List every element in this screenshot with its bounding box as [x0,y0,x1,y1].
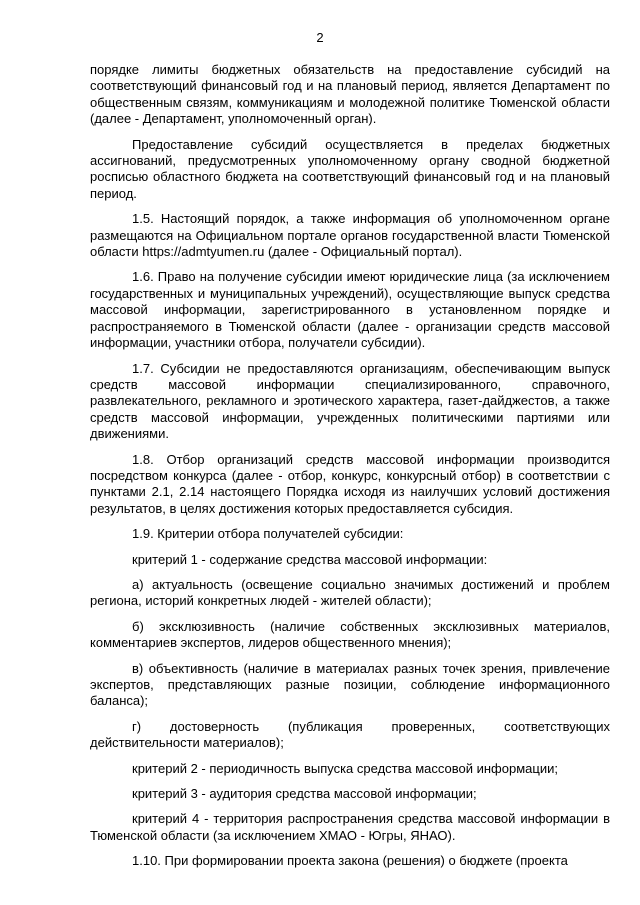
paragraph: критерий 4 - территория распространения средства массовой информации в Тюменской области (за исключением ХМАО - Югры, ЯНАО). [90,811,610,843]
paragraph: 1.8. Отбор организаций средств массовой информации производится посредством конкурса (далее - отбор, конкурс, конкурсный отбор) в соответствии с пунктами 2.1, 2.14 настоящего Порядка исходя из наилучших условий достижения результатов, в целях достижения которых предоставляется субсидия. [90,451,610,516]
document-body [90,62,610,870]
paragraph: порядке лимиты бюджетных обязательств на предоставление субсидий на соответствующий финансовый год и на плановый период, является Департамент по общественным связям, коммуникациям и молодежной политике Тюменской области (далее - Департамент, уполномоченный орган). [90,62,610,127]
paragraph: критерий 1 - содержание средства массовой информации: [132,551,488,567]
paragraph: 1.10. При формировании проекта закона (решения) о бюджете (проекта [132,853,568,869]
paragraph: критерий 2 - периодичность выпуска средства массовой информации; [132,760,558,776]
paragraph: 1.7. Субсидии не предоставляются организациям, обеспечивающим выпуск средств массовой информации специализированного, справочного, развлекательного, рекламного и эротического характера, газет-дайджестов, а также средств массовой информации, учрежденных политическими партиями или движениями. [90,360,610,442]
paragraph: Предоставление субсидий осуществляется в пределах бюджетных ассигнований, предусмотренных уполномоченному органу сводной бюджетной росписью областного бюджета на соответствующий финансовый год и на плановый период. [90,136,610,201]
paragraph: а) актуальность (освещение социально значимых достижений и проблем региона, историй конкретных людей - жителей области); [90,576,610,609]
paragraph: в) объективность (наличие в материалах разных точек зрения, привлечение экспертов, представляющих разные позиции, соблюдение информационного баланса); [90,660,610,709]
paragraph: критерий 3 - аудитория средства массовой информации; [132,786,477,802]
paragraph: 1.9. Критерии отбора получателей субсидии: [132,526,404,542]
paragraph: г) достоверность (публикация проверенных, соответствующих действительности материалов); [90,718,610,751]
paragraph: б) эксклюзивность (наличие собственных эксклюзивных материалов, комментариев экспертов, лидеров общественного мнения); [90,618,610,651]
paragraph: 1.5. Настоящий порядок, а также информация об уполномоченном органе размещаются на Официальном портале органов государственной власти Тюменской области https://admtyumen.ru (далее - Официальный портал). [90,211,610,260]
paragraph: 1.6. Право на получение субсидии имеют юридические лица (за исключением государственных и муниципальных учреждений), осуществляющие выпуск средства массовой информации, зарегистрированного в установленном порядке и распространяемого в Тюменской области (далее - организации средств массовой информации, участники отбора, получатели субсидии). [90,269,610,351]
page-number: 2 [316,30,324,45]
